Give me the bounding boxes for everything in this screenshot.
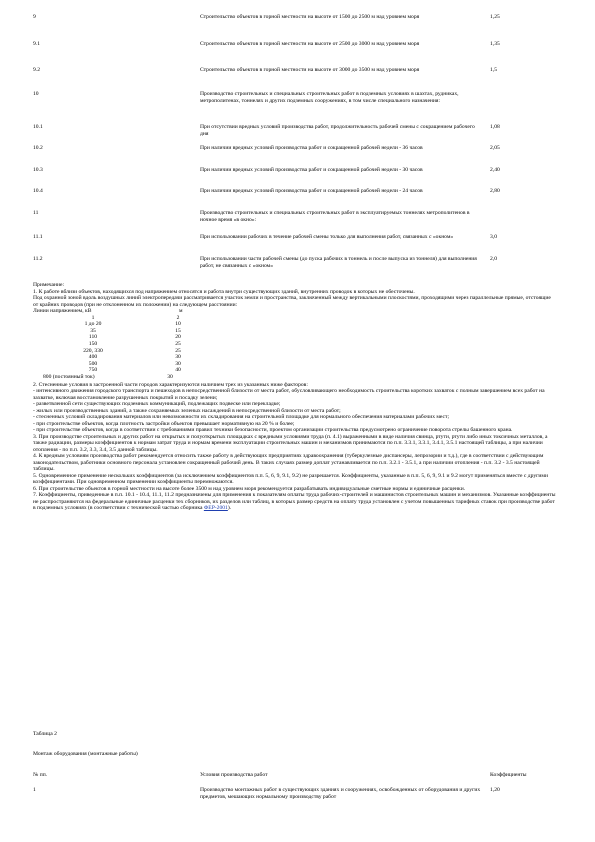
distance-value: 30 [175,360,181,367]
distance-value: 10 [175,321,181,328]
note-2-item: - стесненных условий складирования материалов или невозможности их складирования на строительной площадке для нормального обеспечения материалами рабочих мест; [33,414,450,421]
row-coefficient: 1,25 [490,14,500,20]
row-condition: Строительство объектов в горной местности на высоте от 2500 до 3000 м над уровнем моря [200,41,420,47]
voltage-row [33,328,557,335]
voltage-value: 750 [88,367,98,374]
voltage-row [33,341,557,348]
voltage-row [33,367,557,374]
row-number: 9 [33,14,36,20]
distance-value: 20 [175,334,181,341]
row-number: 11 [33,210,39,216]
row-number: 11.1 [33,234,43,240]
voltage-value: 800 (постоянный ток) [43,373,95,380]
row-condition: При наличии вредных условий производства работ и сокращенной рабочей недели - 36 часов [200,145,423,151]
row-number: 9.1 [33,41,40,47]
voltage-value: 400 [88,354,98,361]
note-2-item: - жилых или производственных зданий, а также сохраняемых зеленых насаждений в непосредственной близости от места работ; [33,407,341,414]
row-condition: Производство строительных и специальных строительных работ в подземных условиях в шахтах, рудниках, метрополитенах, тоннелях и других подземных сооружениях, в том числе специального назначения: [200,91,459,104]
notes-section [33,282,557,512]
row-number: 10.2 [33,145,43,151]
voltage-row [33,354,557,361]
row-coefficient: 2,40 [490,167,500,173]
row-condition: Производство строительных и специальных строительных работ в эксплуатируемых тоннелях метрополитенов в ночное время «в окно»: [200,210,470,223]
row-coefficient: 1,08 [490,124,500,130]
voltage-row [33,315,557,322]
fer-2001-link[interactable]: ФЕР-2001 [203,505,228,512]
row-condition: Строительство объектов в горной местности на высоте от 1500 до 2500 м над уровнем моря [200,14,420,20]
note-4: 4. К вредным условиям производства работ рекомендуется относить также работу в действующих предприятиях здравоохранения (туберкулезные диспансеры, лепрозории и т.д.), где в соответствии с действующим законодательством, работники основного персонала установлен сокращенный рабочий день. В таких случаях размер доплат устанавливается по п.п. 3.2.1 - 3.5.1, а при наличии отопления - п.п. 3.2 - 3.5 настоящей таблицы. [33,453,544,473]
voltage-row [33,334,557,341]
row-coefficient: 2,05 [490,145,500,151]
voltage-row [33,321,557,328]
notes-title: Примечание: [33,282,65,288]
table-2-title: Таблица 2 [33,731,57,737]
distance-value: 15 [175,327,181,334]
distance-value: 25 [175,347,181,354]
row-number: 1 [33,787,36,793]
voltage-value: 150 [88,340,98,347]
row-coefficient: 1,35 [490,41,500,47]
row-coefficient: 1,20 [490,787,500,793]
voltage-table-header [33,308,557,315]
header-conditions: Условия производства работ [200,772,268,778]
note-2-item: - при строительстве объектов, когда плотность застройки объектов превышает нормативную на 20 % и более; [33,420,295,427]
row-condition: При использовании части рабочей смены (до пуска рабочих в тоннель и после выпуска из тоннеля) для выполнения работ, не связанных с «окном» [200,256,477,269]
distance-value: 2 [176,314,180,321]
note-3: 3. При производстве строительных и других работ на открытых и полуоткрытых площадках с вредными условиями труда (п. 4.1) выраженными в виде наличия свинца, ртути, ртути либо иных токсичных металлов, а также радиации, размеры коэффициентов к нормам затрат труда и нормам времени эксплуатации строительных машин и механизмов принимаются по п.п. 3.3.1, 3.3.1, 3.4.1, 3.5.1 настоящей таблицы, а при наличии отопления - по п.п. 3.2, 3.3, 3.4, 3.5 данной таблицы. [33,433,548,453]
header-number: № пп. [33,772,48,778]
note-7-text: 7. Коэффициенты, приведенные в п.п. 10.1 - 10.4, 11.1, 11.2 предназначены для применения к показателям оплаты труда рабочих-строителей и машинистов строительных машин и механизмов. Указанные коэффициенты не распространяются на федеральные единичные расценки тех сборников, их разделов или таблиц, в которых размер средств на оплату труда установлен с учетом повышенных тарифных ставок при производстве работ в подземных условиях (в соответствии с технической частью сборника [33,492,556,512]
voltage-row [33,361,557,368]
note-7 [33,492,557,512]
row-condition: При наличии вредных условий производства работ и сокращенной рабочей недели - 30 часов [200,167,423,173]
note-1-zone: Под охранной зоной вдоль воздушных линий электропередачи рассматривается участок земли и пространства, заключенный между вертикальными плоскостями, проходящими через параллельные прямые, отстоящие от крайних проводов (при не отклоненном их положении) на следующем расстоянии: [33,295,551,308]
distance-value: 25 [175,340,181,347]
note-2-item: - разветвленной сети существующих подземных коммуникаций, подлежащих подвеске или перекладке; [33,401,281,408]
voltage-value: 110 [88,334,98,341]
row-number: 10.1 [33,124,43,130]
voltage-row [33,374,557,381]
table-2-caption: Монтаж оборудования (монтажные работы) [33,751,138,757]
row-number: 10.4 [33,188,43,194]
voltage-table [33,308,557,381]
note-2: 2. Стесненные условия в застроенной части городов характеризуются наличием трех из указанных ниже факторов: [33,381,308,388]
row-number: 11.2 [33,256,43,262]
row-number: 10 [33,91,39,97]
row-condition: При использовании рабочих в течение рабочей смены только для выполнения работ, связанных с «окном» [200,234,454,240]
note-5: 5. Одновременное применение нескольких коэффициентов (за исключением коэффициентов п.п. 5, 6, 9, 9.1, 9.2) не разрешается. Коэффициенты, указанные в п.п. 5, 6, 9, 9.1 и 9.2 могут применяться вместе с другими коэффициентами. При одновременном применении коэффициенты перемножаются. [33,472,548,486]
distance-value: 30 [175,354,181,361]
voltage-row [33,348,557,355]
note-6: 6. При строительстве объектов в горной местности на высоте более 3500 м над уровнем моря рекомендуется разрабатывать индивидуальные сметные нормы и единичные расценки. [33,485,466,492]
row-condition: При отсутствии вредных условий производства работ, продолжительность рабочей смены с сокращением рабочего дня [200,124,475,137]
distance-value: 40 [175,367,181,374]
header-coefficients: Коэффициенты [490,772,527,778]
voltage-value: 1 до 20 [84,321,102,328]
note-7-end: ). [227,505,232,512]
voltage-value: 1 [91,314,95,321]
distance-value: 30 [167,373,173,380]
row-coefficient: 2,0 [490,256,497,262]
note-1: 1. К работе вблизи объектов, находящихся под напряжением относятся и работа внутри существующих зданий, внутренних проводок в которых не обесточены. [33,288,415,295]
voltage-value: 500 [88,360,98,367]
voltage-value: 220, 330 [83,347,103,354]
note-2-item: - интенсивного движения городского транспорта и пешеходов в непосредственной близости от места работ, обусловливающего необходимость строительства коротких захваток с полным завершением всех работ на захватке, включая восстановление разрушенных покрытий и посадку зелени; [33,388,545,401]
row-coefficient: 2,80 [490,188,500,194]
voltage-value: 35 [90,327,96,334]
row-coefficient: 3,0 [490,234,497,240]
voltage-col-header: Линии напряжением, кВ [33,308,92,314]
row-condition: Производство монтажных работ в существующих зданиях и сооружениях, освобожденных от оборудования и других предметов, мешающих нормальному производству работ [200,787,481,800]
row-condition: При наличии вредных условий производства работ и сокращенной рабочей недели - 24 часов [200,188,423,194]
row-number: 9.2 [33,67,40,73]
distance-col-header: м [179,308,183,314]
row-condition: Строительство объектов в горной местности на высоте от 3000 до 3500 м над уровнем моря [200,67,420,73]
row-coefficient: 1,5 [490,67,497,73]
row-number: 10.3 [33,167,43,173]
note-2-item: - при строительстве объектов, когда в соответствии с требованиями правил техники безопасности, проектом организации строительства предусмотрено ограничение поворота стрелы башенного крана. [33,427,513,434]
